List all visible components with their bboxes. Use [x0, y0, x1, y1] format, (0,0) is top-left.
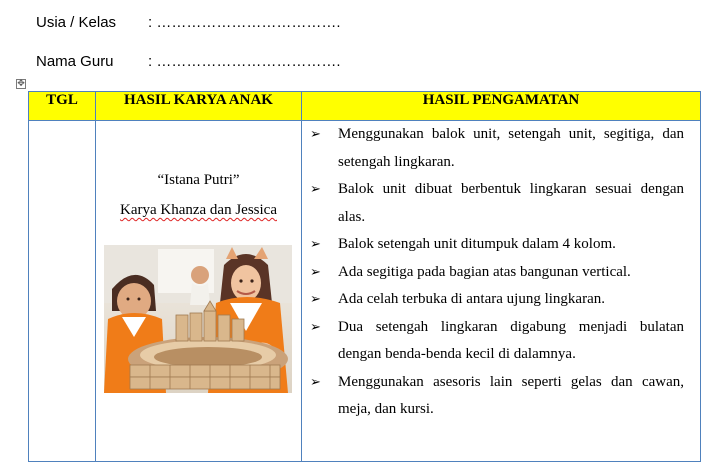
table-row	[29, 121, 701, 462]
arrow-bullet-icon: ➢	[310, 182, 321, 197]
observation-table	[28, 91, 701, 462]
children-building-blocks-photo	[104, 245, 292, 393]
observation-text: Ada segitiga pada bagian atas bangunan vertical.	[338, 263, 631, 280]
observation-text: Menggunakan asesoris lain seperti gelas dan cawan, meja, dan kursi.	[338, 373, 684, 417]
observation-text: Ada celah terbuka di antara ujung lingkaran.	[338, 291, 605, 307]
table-move-handle-icon[interactable]: ✥	[17, 79, 25, 89]
arrow-bullet-icon: ➢	[310, 292, 321, 307]
karya-author: Karya Khanza dan Jessica	[119, 202, 277, 218]
observation-list	[302, 121, 700, 424]
pengamatan-cell[interactable]	[302, 121, 701, 462]
list-item	[302, 259, 700, 287]
list-item	[302, 369, 700, 424]
arrow-bullet-icon: ➢	[310, 127, 321, 142]
observation-text: Menggunakan balok unit, setengah unit, segitiga, dan setengah lingkaran.	[338, 126, 684, 170]
header-hasil-karya: HASIL KARYA ANAK	[96, 92, 302, 121]
karya-cell[interactable]	[96, 121, 302, 462]
teacher-name-value[interactable]: : ……………………………….	[148, 53, 341, 70]
karya-title: “Istana Putri”	[157, 172, 240, 188]
table-header-row	[29, 92, 701, 121]
arrow-bullet-icon: ➢	[310, 374, 321, 390]
list-item	[302, 176, 700, 231]
list-item	[302, 121, 700, 176]
arrow-bullet-icon: ➢	[310, 264, 321, 280]
age-class-label: Usia / Kelas	[36, 14, 117, 31]
age-class-value[interactable]: : ……………………………….	[148, 14, 341, 31]
observation-text: Balok unit dibuat berbentuk lingkaran sesuai dengan alas.	[338, 181, 684, 225]
tgl-cell[interactable]	[29, 121, 96, 462]
arrow-bullet-icon: ➢	[310, 237, 321, 252]
observation-text: Dua setengah lingkaran digabung menjadi bulatan dengan benda-benda kecil di dalamnya.	[338, 318, 684, 362]
list-item	[302, 314, 700, 369]
list-item	[302, 231, 700, 259]
list-item	[302, 286, 700, 314]
header-tgl: TGL	[29, 92, 96, 121]
arrow-bullet-icon: ➢	[310, 319, 321, 335]
teacher-name-label: Nama Guru	[36, 53, 114, 70]
header-hasil-pengamatan: HASIL PENGAMATAN	[302, 92, 701, 121]
observation-text: Balok setengah unit ditumpuk dalam 4 kolom.	[338, 236, 616, 252]
